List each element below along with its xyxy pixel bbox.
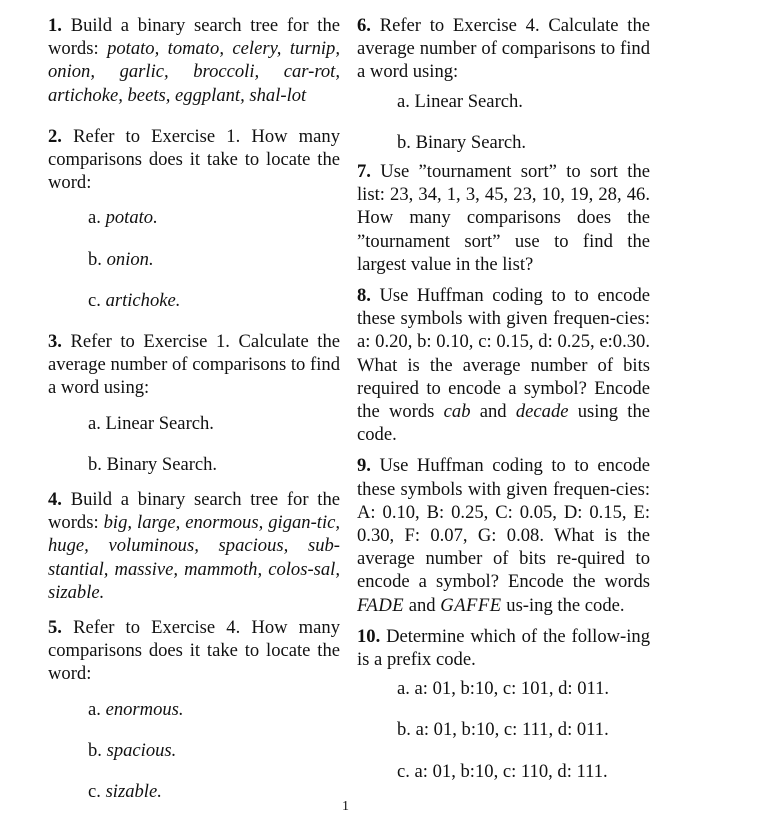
- sub-item: c. a: 01, b:10, c: 110, d: 111.: [397, 760, 608, 782]
- sub-item: b. onion.: [88, 248, 154, 270]
- left-column: [48, 14, 340, 803]
- exercise-number: 9.: [357, 455, 371, 477]
- exercise-number: 7.: [357, 161, 371, 183]
- exercise-number: 5.: [48, 617, 62, 639]
- sub-item: a. enormous.: [88, 698, 184, 720]
- exercise-number: 10.: [357, 625, 381, 647]
- exercise-text: Use Huffman coding to to encode these symbols with given frequen-cies: a: 0.20, b: 0.10, c: 0.15, d: 0.25, e:0.30. What is the average number of bits required to encode a symbol? Encode the words: [357, 285, 650, 423]
- exercise-5: [48, 616, 340, 686]
- code-word: FADE: [357, 594, 405, 616]
- exercise-2: [48, 125, 340, 195]
- exercise-text: Build a binary search tree for the words:: [48, 15, 340, 60]
- sub-item: a. a: 01, b:10, c: 101, d: 011.: [397, 678, 610, 700]
- code-word: decade: [515, 401, 569, 423]
- exercise-text: Refer to Exercise 4. Calculate the average number of comparisons to find a word using:: [357, 15, 650, 83]
- exercise-number: 4.: [48, 489, 62, 511]
- code-word: GAFFE: [440, 594, 502, 616]
- exercise-number: 8.: [357, 285, 371, 307]
- sub-item: a. potato.: [88, 207, 158, 229]
- exercise-number: 6.: [357, 15, 371, 36]
- exercise-3: [48, 330, 340, 400]
- right-column: [357, 14, 650, 783]
- sub-item: a. Linear Search.: [397, 90, 523, 112]
- exercise-text: Refer to Exercise 1. Calculate the average number of comparisons to find a word using:: [48, 331, 340, 399]
- exercise-1: [48, 14, 340, 107]
- exercise-text: Refer to Exercise 1. How many comparisons does it take to locate the word:: [48, 125, 340, 194]
- exercise-10: [357, 625, 650, 671]
- exercise-8: 8. Use Huffman coding to to encode these symbols with given frequen-cies: a: 0.20, b: 0.10, c: 0.15, d: 0.25, e:0.30. What is the average number of bits required to encode a symbol? Encode the words cab and decade using the code.: [357, 285, 650, 446]
- exercise-text: Refer to Exercise 4. How many comparisons does it take to locate the word:: [48, 617, 340, 685]
- sub-item: b. Binary Search.: [397, 131, 527, 153]
- word-list: potato, tomato, celery, turnip, onion, garlic, broccoli, car-rot, artichoke, beets, eggplant, shal-lot: [48, 38, 340, 106]
- sub-item: b. a: 01, b:10, c: 111, d: 011.: [397, 719, 609, 741]
- exercise-text: Build a binary search tree for the words:: [48, 489, 340, 534]
- exercise-number: 3.: [48, 331, 62, 353]
- exercise-number: 1.: [48, 15, 62, 36]
- exercise-text: Use ”tournament sort” to sort the list: 23, 34, 1, 3, 45, 23, 10, 19, 28, 46. How many comparisons does the ”tournament sort” use to find the largest value in the list?: [357, 161, 650, 275]
- exercise-text: Use Huffman coding to to encode these symbols with given frequen-cies: A: 0.10, B: 0.25, C: 0.05, D: 0.15, E: 0.30, F: 0.07, G: 0.08. What is the average number of bits re-quired to encode a symbol? Encode the words: [357, 455, 650, 593]
- exercise-4: [48, 488, 340, 604]
- sub-item: c. artichoke.: [88, 289, 181, 311]
- exercise-number: 2.: [48, 125, 62, 147]
- exercise-6: [357, 14, 650, 84]
- sub-item: a. Linear Search.: [88, 412, 214, 434]
- sub-item: b. spacious.: [88, 739, 177, 761]
- sub-item: b. Binary Search.: [88, 453, 218, 475]
- code-word: cab: [443, 401, 471, 423]
- exercise-text: Determine which of the follow-ing is a prefix code.: [357, 625, 650, 671]
- page-number: 1: [342, 799, 349, 814]
- exercise-9: 9. Use Huffman coding to to encode these symbols with given frequen-cies: A: 0.10, B: 0.25, C: 0.05, D: 0.15, E: 0.30, F: 0.07, G: 0.08. What is the average number of bits re-quired to encode a symbol? Encode the words FADE and GAFFE us-ing the code.: [357, 455, 650, 616]
- word-list: big, large, enormous, gigan-tic, huge, voluminous, spacious, sub-stantial, massive, mammoth, colos-sal, sizable.: [48, 512, 341, 603]
- sub-item: c. sizable.: [88, 781, 162, 803]
- exercise-7: [357, 160, 650, 276]
